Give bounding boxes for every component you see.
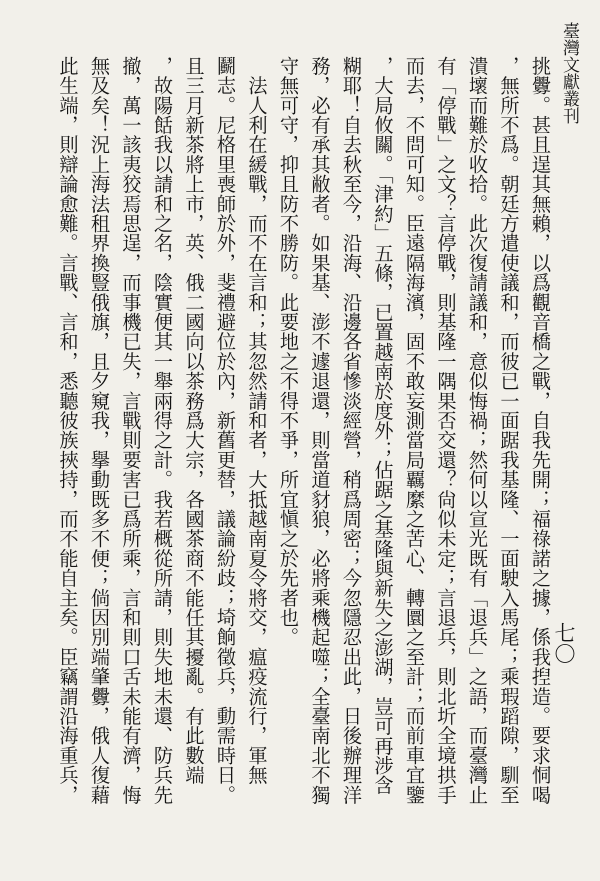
- text-column: 潰壞而難於收拾。此次復請議和，意似悔禍；然何以宣光既有「退兵」之語，而臺灣止: [466, 56, 489, 805]
- running-header: 臺灣文獻叢刊: [559, 22, 579, 124]
- page-number: 七〇: [552, 622, 576, 664]
- text-column: 而去，不問可知。臣遠隔海濱，固不敢妄測當局覊縻之苦心、轉圜之至計；而前車宜鑒: [403, 56, 426, 805]
- text-column: 法人利在緩戰，而不在言和；其忽然請和者，大抵越南夏令將交，瘟疫流行，軍無: [245, 56, 269, 785]
- text-column: ，故陽餂我以請和之名，陰實便其一舉兩得之計。我若概從所請，則失地未還、防兵先: [151, 56, 174, 805]
- text-column: 挑釁。甚且逞其無賴，以爲觀音橋之戰，自我先開；福祿諾之據，係我揑造。要求恫喝: [529, 56, 552, 805]
- text-column: 撤，萬一該夷狡焉思逞，而事機已失，言戰則要害已爲所乘，言和則口舌未能有濟，悔: [119, 56, 143, 805]
- text-column: 此生端，則辯論愈難。言戰、言和，悉聽彼族挾持，而不能自主矣。臣竊謂沿海重兵，: [56, 56, 80, 805]
- text-column: 鬬志。尼格里喪師於外，斐禮避位於內，新舊更替，議論紛歧；埼餉徵兵，動需時日。: [214, 56, 237, 805]
- text-column: 糊耶！自去秋至今，沿海、沿邊各省慘淡經營，稍爲周密；今忽隱忍出此，日後辦理洋: [340, 56, 363, 805]
- text-column: ，無所不爲。朝廷方遣使議和，而彼已一面踞我基隆、一面駛入馬尾；乘瑕蹈隙，馴至: [497, 56, 521, 805]
- text-column: 且三月新茶將上市，英、俄二國向以茶務爲大宗，各國茶商不能任其擾亂。有此數端: [182, 56, 206, 785]
- body-text: [48, 56, 556, 856]
- text-column: ，大局攸關。「津約」五條，已置越南於度外；佔踞之基隆與新失之澎湖，豈可再涉含: [371, 56, 395, 795]
- text-column: 務，必有承其敝者。如果基、澎不遽退還，則當道豺狼，必將乘機起噬；全臺南北不獨: [308, 56, 332, 805]
- text-column: 守無可守，抑且防不勝防。此要地之不得不爭，所宜愼之於先者也。: [277, 56, 300, 647]
- text-column: 有「停戰」之文？言停戰，則基隆一隅果否交還？尙似未定；言退兵，則北圻全境拱手: [434, 56, 458, 805]
- text-column: 無及矣！況上海法租界換豎俄旗，且夕窺我，擧動既多不便；倘因別端肇釁，俄人復藉: [88, 56, 111, 805]
